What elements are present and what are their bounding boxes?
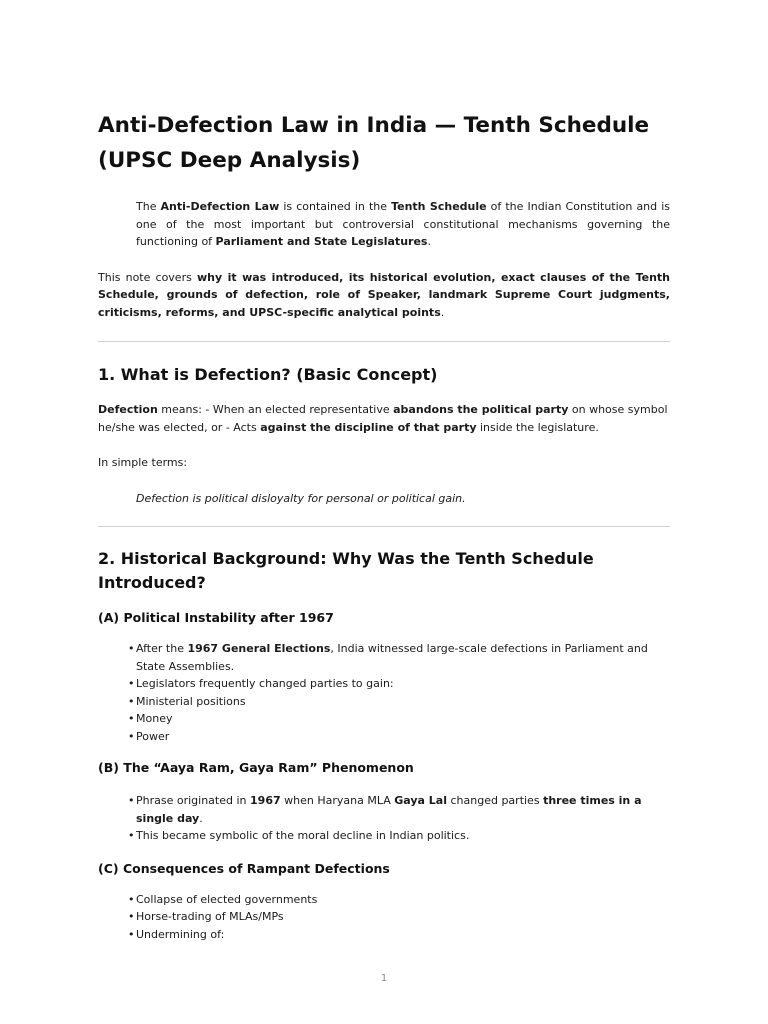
list-item: • Horse-trading of MLAs/MPs <box>128 908 670 926</box>
list-item: • This became symbolic of the moral decline in Indian politics. <box>128 827 670 845</box>
defection-quote: Defection is political disloyalty for personal or political gain. <box>136 491 466 505</box>
list-item: • After the 1967 General Elections, India witnessed large-scale defections in Parliament and State Assemblies. <box>128 640 670 675</box>
list-item: • Legislators frequently changed parties to gain: <box>128 675 670 693</box>
defection-definition: Defection means: - When an elected representative abandons the political party on whose symbol he/she was elected, or - Acts against the discipline of that party inside the legislature. <box>98 403 668 434</box>
list-item: • Collapse of elected governments <box>128 891 670 909</box>
list-item: • Ministerial positions <box>128 693 670 711</box>
simple-terms-label: In simple terms: <box>98 456 188 469</box>
list-item: • Undermining of: <box>128 926 670 944</box>
list-aaya-ram <box>98 792 670 845</box>
page-number: 1 <box>380 973 388 984</box>
page-title: Anti-Defection Law in India — Tenth Schedule (UPSC Deep Analysis) <box>98 113 650 173</box>
intro-note: This note covers why it was introduced, its historical evolution, exact clauses of the Tenth Schedule, grounds of defection, role of Speaker, landmark Supreme Court judgments, criticisms, reforms, and UPSC-specific analytical points. <box>98 270 670 319</box>
section-heading-history: 2. Historical Background: Why Was the Tenth Schedule Introduced? <box>98 549 594 592</box>
divider <box>98 341 670 342</box>
list-item: • Power <box>128 728 670 746</box>
list-item: • Phrase originated in 1967 when Haryana MLA Gaya Lal changed parties three times in a single day. <box>128 792 670 827</box>
subheading-aaya-ram: (B) The “Aaya Ram, Gaya Ram” Phenomenon <box>98 760 414 775</box>
list-consequences <box>98 891 670 944</box>
section-heading-defection: 1. What is Defection? (Basic Concept) <box>98 365 438 384</box>
list-item: • Money <box>128 710 670 728</box>
subheading-political-instability: (A) Political Instability after 1967 <box>98 610 334 625</box>
divider <box>98 526 670 527</box>
intro-quote: The Anti-Defection Law is contained in the Tenth Schedule of the Indian Constitution and is one of the most important but controversial constitutional mechanisms governing the functioning of Parliament and State Legislatures. <box>136 200 670 248</box>
list-political-instability <box>98 640 670 745</box>
subheading-consequences: (C) Consequences of Rampant Defections <box>98 860 390 876</box>
document-page <box>98 108 670 943</box>
